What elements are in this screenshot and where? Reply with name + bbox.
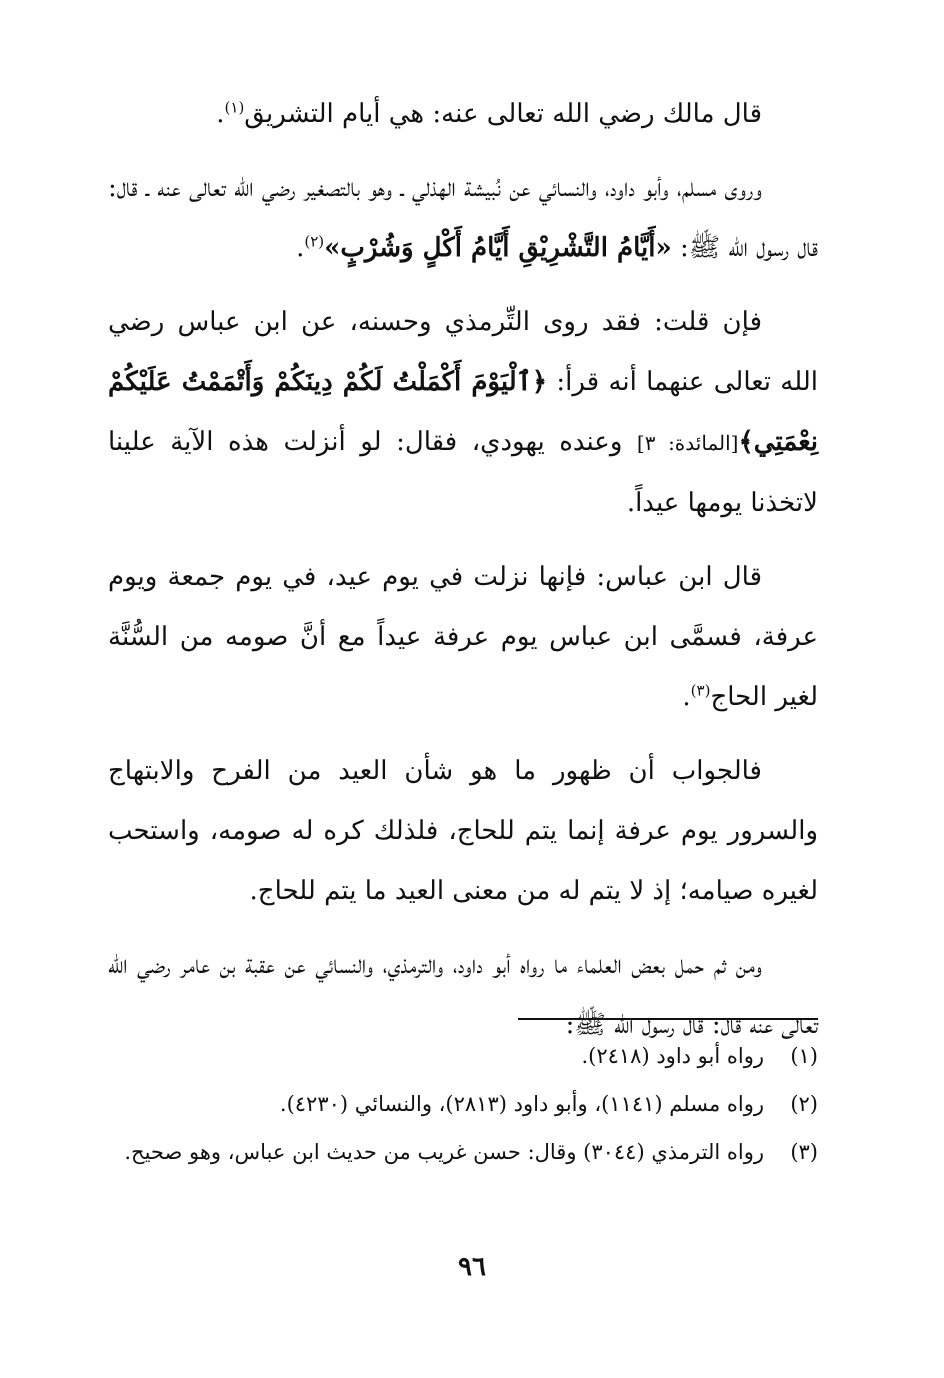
footnote-3 (108, 1128, 818, 1176)
footnote-ref-3[interactable]: (٣) (690, 681, 711, 700)
footnote-ref-2[interactable]: (٢) (304, 232, 325, 251)
paragraph-4: قال ابن عباس: فإنها نزلت في يوم عيد، في يوم جمعة ويوم عرفة، فسمَّى ابن عباس يوم عرفة عيداً مع أنَّ صومه من السُّنَّة لغير الحاج$^{(٣)}$. (108, 562, 818, 712)
footnote-2 (108, 1080, 818, 1128)
quran-verse: ﴿ٱلْيَوْمَ أَكْمَلْتُ لَكُمْ دِينَكُمْ وَأَتْمَمْتُ عَلَيْكُمْ نِعْمَتِي﴾ (108, 367, 819, 457)
hadith-quote: «أَيَّامُ التَّشْرِيْقِ أَيَّامُ أَكْلٍ وَشُرْبٍ» (324, 233, 672, 263)
footnote-text: رواه مسلم (١١٤١)، وأبو داود (٢٨١٣)، والنسائي (٤٢٣٠). (279, 1092, 764, 1116)
footnote-divider (518, 1018, 818, 1020)
paragraph-5: فالجواب أن ظهور ما هو شأن العيد من الفرح والابتهاج والسرور يوم عرفة إنما يتم للحاج، فلذلك كره له صومه، واستحب لغيره صيامه؛ إذ لا يتم له من معنى العيد ما يتم للحاج. (108, 756, 818, 906)
paragraph-3: فإن قلت: فقد روى التِّرمذي وحسنه، عن ابن عباس رضي الله تعالى عنهما أنه قرأ: ﴿ٱلْيَوْمَ أَكْمَلْتُ لَكُمْ دِينَكُمْ وَأَتْمَمْتُ عَلَيْكُمْ نِعْمَتِي﴾[المائدة: ٣] وعنده يهودي، فقال: لو أنزلت هذه الآية علينا لاتخذنا يومها عيداً. (108, 307, 819, 518)
footnote-text: رواه الترمذي (٣٠٤٤) وقال: حسن غريب من حديث ابن عباس، وهو صحيح. (124, 1140, 764, 1164)
footnote-number: (١) (790, 1044, 818, 1068)
main-text (108, 84, 818, 1069)
footnote-text: رواه أبو داود (٢٤١٨). (581, 1044, 764, 1068)
footnotes (108, 1032, 818, 1176)
paragraph-2: وروى مسلم، وأبو داود، والنسائي عن نُبيشة الهذلي ـ وهو بالتصغير رضي الله تعالى عنه ـ قال: قال رسول الله ﷺ: «أَيَّامُ التَّشْرِيْقِ أَيَّامُ أَكْلٍ وَشُرْبٍ»$^{(٢)}$. (108, 173, 818, 263)
paragraph-1: قال مالك رضي الله تعالى عنه: هي أيام التشريق$^{(١)}$. (216, 98, 762, 129)
verse-source: [المائدة: ٣] (636, 431, 739, 455)
footnote-number: (٢) (790, 1092, 818, 1116)
paragraph-6: ومن ثم حمل بعض العلماء ما رواه أبو داود، والترمذي، والنسائي عن عقبة بن عامر رضي الله تعالى عنه قال: قال رسول الله ﷺ: (108, 950, 818, 1040)
page-number: ٩٦ (458, 1252, 486, 1282)
footnote-number: (٣) (790, 1140, 818, 1164)
footnote-ref-1[interactable]: (١) (224, 98, 245, 117)
footnote-1 (108, 1032, 818, 1080)
